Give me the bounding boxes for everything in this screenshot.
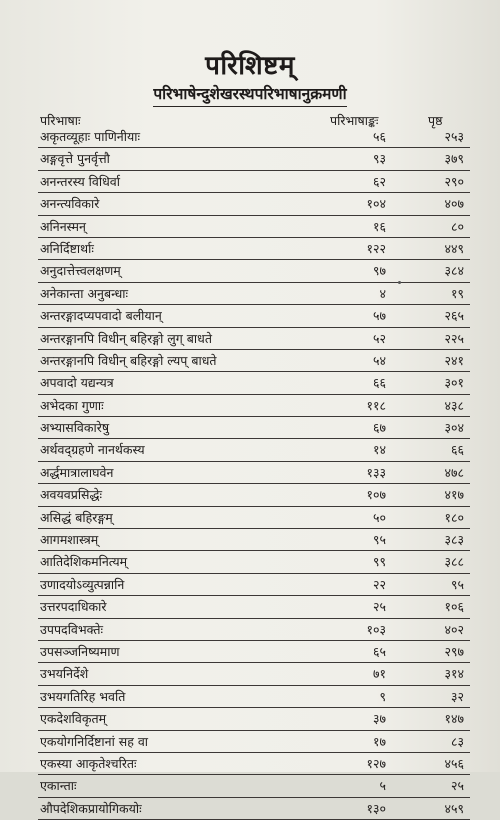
table-row bbox=[38, 462, 470, 484]
page-number: ३७९ bbox=[444, 151, 464, 167]
page-number: ९५ bbox=[450, 576, 464, 592]
subtitle-container bbox=[0, 82, 500, 107]
paribhasha-text: अर्द्धमात्रालाघवेन bbox=[40, 464, 114, 480]
page-number: २६५ bbox=[444, 308, 464, 324]
table-row bbox=[38, 775, 470, 797]
paribhasha-text: असिद्धं बहिरङ्गम् bbox=[40, 509, 113, 525]
paribhasha-text: आगमशास्त्रम् bbox=[40, 532, 99, 548]
paribhasha-number: १३० bbox=[366, 800, 386, 816]
paribhasha-text: अङ्गवृत्ते पुनर्वृत्तौ bbox=[40, 151, 110, 167]
paribhasha-text: एकदेशविकृतम् bbox=[40, 711, 107, 727]
paribhasha-number: ५७ bbox=[372, 308, 386, 324]
paribhasha-text: अवयवप्रसिद्धेः bbox=[40, 487, 103, 503]
page-number: ८० bbox=[450, 218, 464, 234]
paribhasha-number: ५ bbox=[379, 778, 386, 794]
paribhasha-number: १३३ bbox=[366, 464, 386, 480]
paribhasha-text: अनेकान्ता अनुबन्धाः bbox=[40, 285, 129, 301]
paribhasha-number: ५६ bbox=[372, 129, 386, 144]
paribhasha-number: ९९ bbox=[372, 554, 386, 570]
paribhasha-number: १०३ bbox=[366, 621, 386, 637]
page-number: ४०७ bbox=[444, 196, 464, 212]
paribhasha-text: अनुदात्तेत्त्वलक्षणम् bbox=[40, 263, 121, 279]
table-row bbox=[38, 283, 470, 305]
page-number: १०६ bbox=[444, 599, 464, 615]
table-row bbox=[38, 708, 470, 730]
page-number: ४१७ bbox=[444, 487, 464, 503]
page-number: २२५ bbox=[444, 330, 464, 346]
paribhasha-number: १०७ bbox=[366, 487, 386, 503]
paribhasha-text: अभ्यासविकारेषु bbox=[40, 420, 110, 436]
page-subtitle: परिभाषेन्दुशेखरस्थपरिभाषानुक्रमणी bbox=[153, 82, 346, 107]
table-row bbox=[38, 686, 470, 708]
paribhasha-text: उणादयोऽव्युत्पन्नानि bbox=[40, 576, 125, 592]
column-header-name: परिभाषाः bbox=[40, 113, 81, 128]
paribhasha-number: ९५ bbox=[372, 532, 386, 548]
page-number: ३०४ bbox=[444, 420, 464, 436]
print-speck bbox=[398, 281, 401, 284]
table-row bbox=[38, 507, 470, 529]
page-number: २४१ bbox=[444, 352, 464, 368]
paribhasha-text: अर्थवद्ग्रहणे नानर्थकस्य bbox=[40, 442, 145, 458]
paribhasha-number: ७१ bbox=[372, 666, 386, 682]
paribhasha-text: एकयोगनिर्दिष्टानां सह वा bbox=[40, 733, 149, 749]
paribhasha-text: उपपदविभक्तेः bbox=[40, 621, 104, 637]
page-number: ६६ bbox=[450, 442, 464, 458]
page-number: ४५६ bbox=[444, 755, 464, 771]
paribhasha-number: १०४ bbox=[366, 196, 386, 212]
table-row bbox=[38, 193, 470, 215]
table-row bbox=[38, 619, 470, 641]
paribhasha-number: २२ bbox=[372, 576, 386, 592]
paribhasha-text: एकान्ताः bbox=[40, 778, 77, 794]
page-number: ३८८ bbox=[444, 554, 464, 570]
table-row bbox=[38, 372, 470, 394]
paribhasha-number: २५ bbox=[372, 599, 386, 615]
paribhasha-number: १७ bbox=[372, 733, 386, 749]
table-row bbox=[38, 574, 470, 596]
table-row bbox=[38, 551, 470, 573]
paribhasha-number: ५२ bbox=[372, 330, 386, 346]
table-row bbox=[38, 641, 470, 663]
table-row bbox=[38, 171, 470, 193]
table-row bbox=[38, 238, 470, 260]
paribhasha-number: ६२ bbox=[372, 173, 386, 189]
paribhasha-text: अनन्तरस्य विधिर्वा bbox=[40, 173, 120, 189]
page-number: २९७ bbox=[444, 643, 464, 659]
page-number: ४३८ bbox=[444, 397, 464, 413]
paribhasha-text: अभेदका गुणाः bbox=[40, 397, 104, 413]
paribhasha-number: १४ bbox=[372, 442, 386, 458]
table-row bbox=[38, 484, 470, 506]
paribhasha-text: एकस्या आकृतेश्चरितः bbox=[40, 755, 137, 771]
table-row bbox=[38, 417, 470, 439]
table-row bbox=[38, 328, 470, 350]
paribhasha-text: अनिनस्मन् bbox=[40, 218, 86, 234]
paribhasha-number: ९ bbox=[379, 688, 386, 704]
paribhasha-text: औपदेशिकप्रायोगिकयोः bbox=[40, 800, 142, 816]
table-row bbox=[38, 305, 470, 327]
table-row bbox=[38, 216, 470, 238]
paribhasha-text: उपसञ्जनिष्यमाण bbox=[40, 643, 120, 659]
page-title: परिशिष्टम् bbox=[205, 51, 295, 81]
paribhasha-text: आतिदेशिकमनित्यम् bbox=[40, 554, 128, 570]
table-row bbox=[38, 126, 470, 148]
paribhasha-text: अकृतव्यूहाः पाणिनीयाः bbox=[40, 129, 140, 144]
table-row bbox=[38, 731, 470, 753]
page-number: २५ bbox=[450, 778, 464, 794]
page-number: ३८४ bbox=[444, 263, 464, 279]
table-row bbox=[38, 798, 470, 820]
paribhasha-text: अन्तरङ्गानपि विधीन् बहिरङ्गो लुग् बाधते bbox=[40, 330, 212, 346]
page-number: ३२ bbox=[450, 688, 464, 704]
paribhasha-text: अनन्त्यविकारे bbox=[40, 196, 100, 212]
table-row bbox=[38, 596, 470, 618]
paribhasha-text: अनिर्दिष्टार्थाः bbox=[40, 240, 94, 256]
paribhasha-text: उत्तरपदाधिकारे bbox=[40, 599, 107, 615]
table-row bbox=[38, 395, 470, 417]
paribhasha-number: ११८ bbox=[366, 397, 386, 413]
paribhasha-text: अन्तरङ्गानपि विधीन् बहिरङ्गो ल्यप् बाधते bbox=[40, 352, 217, 368]
page-number: ४४९ bbox=[444, 240, 464, 256]
page-number: ३१४ bbox=[444, 666, 464, 682]
page-number: ८३ bbox=[450, 733, 464, 749]
table-row bbox=[38, 529, 470, 551]
page-number: २९० bbox=[444, 173, 464, 189]
column-header-page: पृष्ठ bbox=[428, 113, 443, 128]
page-number: ३८३ bbox=[444, 532, 464, 548]
paribhasha-number: ६७ bbox=[372, 420, 386, 436]
page-number: १८० bbox=[444, 509, 464, 525]
page-number: ४५९ bbox=[444, 800, 464, 816]
paribhasha-number: १६ bbox=[372, 218, 386, 234]
table-row bbox=[38, 439, 470, 461]
paribhasha-text: अन्तरङ्गादप्यपवादो बलीयान् bbox=[40, 308, 162, 324]
paribhasha-number: ६५ bbox=[372, 643, 386, 659]
paribhasha-number: ५४ bbox=[372, 352, 386, 368]
page-number: ४७८ bbox=[444, 464, 464, 480]
table-row bbox=[38, 148, 470, 170]
paribhasha-number: ९३ bbox=[372, 151, 386, 167]
paribhasha-number: १२२ bbox=[366, 240, 386, 256]
paribhasha-text: उभयनिर्देशे bbox=[40, 666, 89, 682]
paribhasha-text: उभयगतिरिह भवति bbox=[40, 688, 126, 704]
paribhasha-number: ९७ bbox=[372, 263, 386, 279]
paribhasha-number: ३७ bbox=[372, 711, 386, 727]
table-row bbox=[38, 663, 470, 685]
table-row bbox=[38, 350, 470, 372]
page-number: १४७ bbox=[444, 711, 464, 727]
paribhasha-text: अपवादो यद्यन्यत्र bbox=[40, 375, 114, 391]
column-header-number: परिभाषाङ्कः bbox=[330, 113, 379, 128]
paribhasha-number: ५० bbox=[372, 509, 386, 525]
table-row bbox=[38, 260, 470, 282]
page-number: ४०२ bbox=[444, 621, 464, 637]
page-number: ३०१ bbox=[444, 375, 464, 391]
paribhasha-number: १२७ bbox=[366, 755, 386, 771]
paribhasha-number: ६६ bbox=[372, 375, 386, 391]
page-number: २५३ bbox=[444, 129, 464, 144]
paribhasha-number: ४ bbox=[379, 285, 386, 301]
page-number: १९ bbox=[450, 285, 464, 301]
index-table bbox=[38, 126, 470, 820]
